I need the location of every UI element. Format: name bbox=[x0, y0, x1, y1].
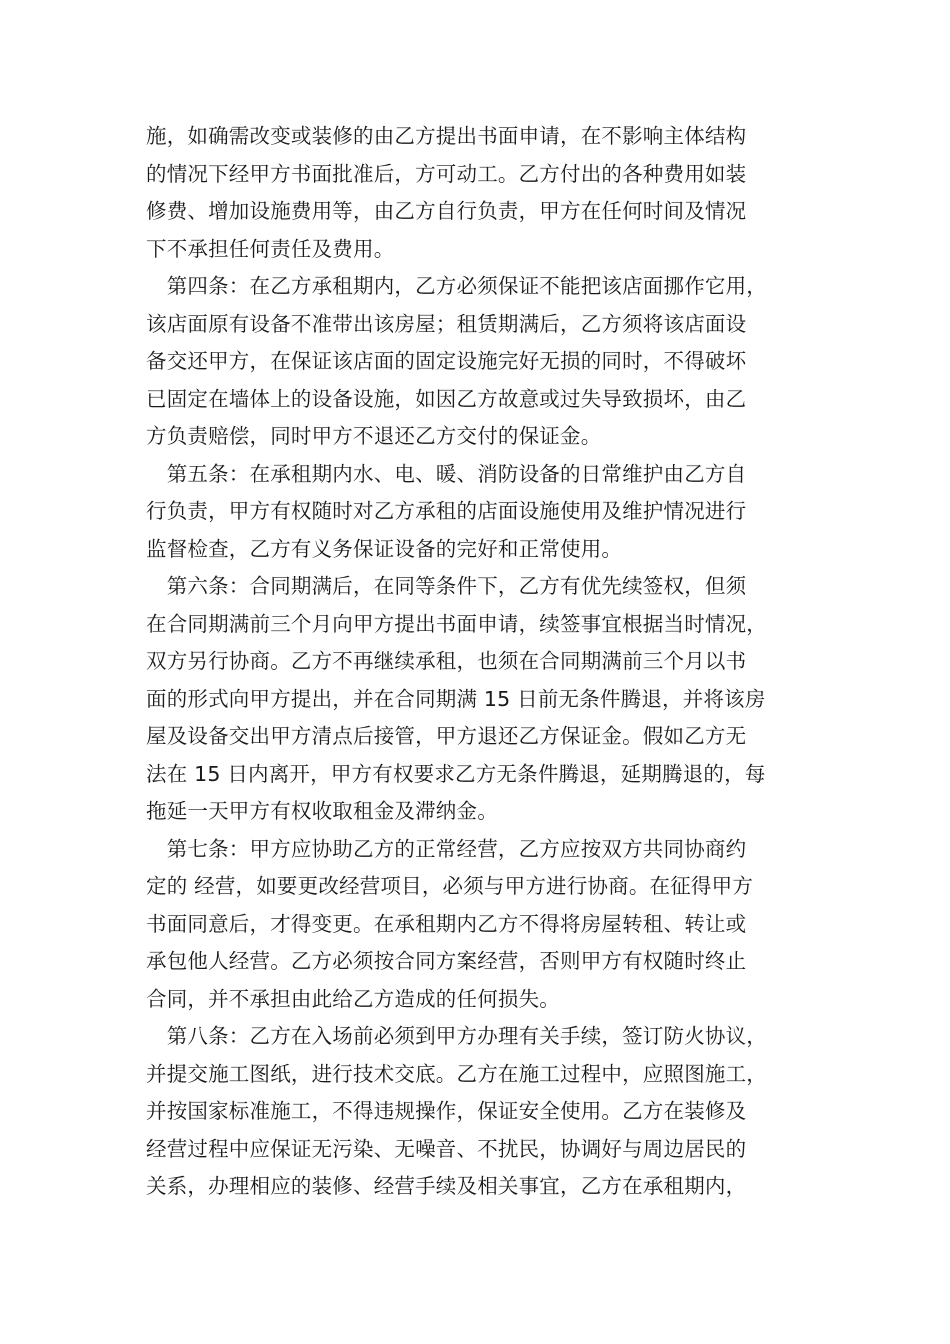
text-line: 屋及设备交出甲方清点后接管，甲方退还乙方保证金。假如乙方无 bbox=[146, 724, 747, 748]
text-line: 的情况下经甲方书面批准后，方可动工。乙方付出的各种费用如装 bbox=[146, 161, 747, 186]
text-line: 经营过程中应保证无污染、无噪音、不扰民，协调好与周边居民的 bbox=[146, 1136, 747, 1161]
text-line: 法在 15 日内离开，甲方有权要求乙方无条件腾退，延期腾退的，每 bbox=[146, 761, 766, 786]
article-4-line: 第四条：在乙方承租期内，乙方必须保证不能把该店面挪作它用， bbox=[146, 274, 767, 298]
text-line: 双方另行协商。乙方不再继续承租，也须在合同期满前三个月以书 bbox=[146, 649, 747, 673]
text-line: 行负责，甲方有权随时对乙方承租的店面设施使用及维护情况进行 bbox=[146, 499, 747, 523]
article-7-line: 第七条：甲方应协助乙方的正常经营，乙方应按双方共同协商约 bbox=[146, 836, 747, 861]
text-line: 定的 经营，如要更改经营项目，必须与甲方进行协商。在征得甲方 bbox=[146, 874, 754, 898]
text-line: 监督检查，乙方有义务保证设备的完好和正常使用。 bbox=[146, 536, 623, 561]
document-body bbox=[146, 118, 814, 1206]
text-line: 修费、增加设施费用等，由乙方自行负责，甲方在任何时间及情况 bbox=[146, 199, 747, 223]
article-6-line: 第六条：合同期满后，在同等条件下，乙方有优先续签权，但须 bbox=[146, 574, 747, 598]
text-line: 承包他人经营。乙方必须按合同方案经营，否则甲方有权随时终止 bbox=[146, 949, 747, 973]
text-line: 在合同期满前三个月向甲方提出书面申请，续签事宜根据当时情况， bbox=[146, 611, 767, 636]
text-line: 并提交施工图纸，进行技术交底。乙方在施工过程中，应照图施工， bbox=[146, 1061, 767, 1086]
text-line: 关系，办理相应的装修、经营手续及相关事宜，乙方在承租期内， bbox=[146, 1174, 747, 1198]
text-line: 并按国家标准施工，不得违规操作，保证安全使用。乙方在装修及 bbox=[146, 1099, 747, 1123]
text-line: 备交还甲方，在保证该店面的固定设施完好无损的同时，不得破坏 bbox=[146, 349, 747, 373]
article-5-line: 第五条：在承租期内水、电、暖、消防设备的日常维护由乙方自 bbox=[146, 461, 747, 486]
text-line: 该店面原有设备不准带出该房屋；租赁期满后，乙方须将该店面设 bbox=[146, 311, 747, 336]
text-line: 方负责赔偿，同时甲方不退还乙方交付的保证金。 bbox=[146, 424, 602, 448]
text-line: 下不承担任何责任及费用。 bbox=[146, 236, 395, 261]
text-line: 已固定在墙体上的设备设施，如因乙方故意或过失导致损坏，由乙 bbox=[146, 386, 747, 411]
text-line: 施，如确需改变或装修的由乙方提出书面申请，在不影响主体结构 bbox=[146, 124, 747, 148]
text-line: 书面同意后，才得变更。在承租期内乙方不得将房屋转租、转让或 bbox=[146, 911, 747, 936]
text-line: 合同，并不承担由此给乙方造成的任何损失。 bbox=[146, 986, 560, 1011]
article-8-line: 第八条：乙方在入场前必须到甲方办理有关手续，签订防火协议， bbox=[146, 1024, 767, 1048]
text-line: 拖延一天甲方有权收取租金及滞纳金。 bbox=[146, 799, 498, 823]
text-line: 面的形式向甲方提出，并在合同期满 15 日前无条件腾退，并将该房 bbox=[146, 686, 766, 711]
